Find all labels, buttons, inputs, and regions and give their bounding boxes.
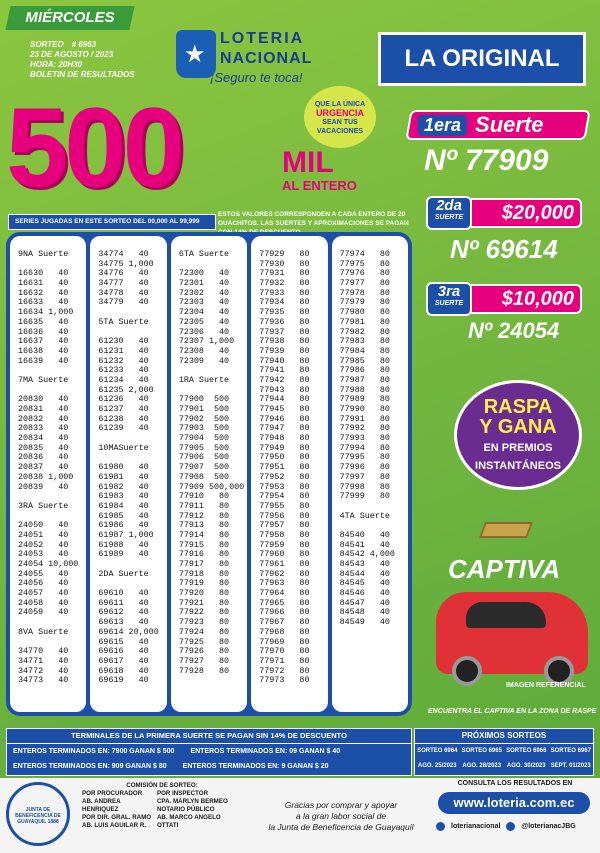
result-line: 69616 40 [98, 646, 149, 657]
second-prize-ordinal: 2da [436, 197, 462, 214]
result-line: 34773 40 [18, 675, 69, 686]
results-columns [10, 236, 408, 712]
result-line: 77903 500 [178, 423, 230, 434]
result-line: 77943 80 [259, 384, 310, 395]
sorteo-label: SORTEO [30, 40, 64, 49]
result-line: 77984 80 [339, 345, 390, 356]
result-line: 61986 40 [98, 520, 149, 531]
raspa-title1: RASPA [483, 396, 553, 418]
result-line: 77944 80 [259, 394, 310, 405]
result-line: 77904 500 [178, 433, 230, 444]
result-line: 34776 40 [98, 268, 149, 279]
result-line: 16633 40 [18, 297, 69, 308]
result-line: 6TA Suerte [178, 249, 230, 259]
result-line: 24056 40 [18, 578, 69, 589]
results-column [251, 236, 327, 712]
raspa-sub1: EN PREMIOS [483, 442, 553, 454]
result-line: 77966 80 [259, 607, 310, 618]
instagram-handle[interactable]: @loterianacJBG [521, 823, 576, 830]
result-line: 77905 500 [178, 442, 230, 453]
comision-person: AB. MARCO ANGELO OTTATI [156, 814, 221, 829]
proximo-item [549, 744, 594, 774]
proximo-item [504, 744, 549, 774]
result-line: 77987 80 [339, 374, 390, 385]
result-line: 72305 40 [178, 316, 230, 327]
result-line: 61984 40 [98, 500, 149, 511]
result-line: 77916 80 [178, 549, 230, 560]
result-line: 77972 80 [259, 665, 310, 676]
result-line: 16632 40 [18, 287, 69, 298]
result-line: 69613 40 [98, 617, 149, 628]
result-line: 77907 500 [178, 462, 230, 473]
result-line: 16639 40 [18, 355, 69, 366]
result-line: 77932 80 [259, 278, 310, 289]
results-column [10, 236, 86, 712]
result-line: 77998 80 [339, 481, 390, 492]
result-line: 77934 80 [259, 297, 310, 308]
result-line: 77993 80 [339, 433, 390, 444]
raspa-gana-badge [454, 380, 582, 490]
result-line: 3RA Suerte [18, 500, 69, 511]
result-line: 84545 40 [339, 578, 390, 589]
chevrolet-logo-icon [479, 522, 533, 538]
result-line: 77995 80 [339, 452, 390, 463]
facebook-handle[interactable]: loterianacional [451, 823, 501, 830]
result-line: 72306 40 [178, 326, 230, 337]
result-line: 77970 80 [259, 646, 310, 657]
first-prize-suerte: Suerte [475, 112, 544, 137]
proximo-sorteo: SORTEO 6964 [417, 748, 458, 754]
result-line: 77945 80 [259, 404, 310, 414]
proximo-fecha: SEPT. 01/2023 [550, 763, 591, 769]
big-prize-mil: MIL [282, 146, 334, 179]
result-line: 77928 80 [178, 665, 230, 676]
result-line: 77997 80 [339, 471, 390, 482]
proximo-fecha: AGO. 28/2023 [462, 763, 502, 769]
result-line: 61237 40 [98, 404, 149, 414]
result-line: 77996 80 [339, 462, 390, 473]
result-line: 61981 40 [98, 471, 149, 482]
gracias-line3: la Junta de Beneficencia de Guayaquil [268, 822, 414, 832]
result-line: 16636 40 [18, 326, 69, 337]
series-header: SERIES JUGADAS EN ESTE SORTEO DEL 00,000 AL 99,999 [8, 214, 216, 230]
result-line: 72300 40 [178, 268, 230, 279]
result-line: 72307 1,000 [178, 336, 235, 347]
result-line: 84547 40 [339, 597, 390, 608]
result-line: 34774 40 [98, 249, 149, 259]
sorteo-date: 23 DE AGOSTO / 2023 [30, 50, 114, 59]
result-line: 77958 80 [259, 529, 310, 540]
result-line: 61231 40 [98, 345, 149, 356]
result-line: 77939 80 [259, 345, 310, 356]
terminales-title: TERMINALES DE LA PRIMERA SUERTE SE PAGAN SIN 14% DE DESCUENTO [7, 729, 411, 744]
result-line: 77989 80 [339, 394, 390, 405]
result-line: 77960 80 [259, 549, 310, 560]
comision-role: POR DIR. GRAL. RAMO [82, 814, 152, 821]
result-line: 61980 40 [98, 462, 149, 473]
result-line: 77913 80 [178, 520, 230, 531]
comision-role: POR PROCURADOR [82, 790, 143, 797]
result-line: 77921 80 [178, 597, 230, 608]
result-line: 61232 40 [98, 355, 149, 366]
result-line: 72309 40 [178, 355, 230, 366]
result-line: 34777 40 [98, 278, 149, 289]
comision-role: NOTARIO PÚBLICO [156, 806, 215, 813]
third-prize-amount: $10,000 [501, 288, 574, 310]
result-line: 16637 40 [18, 336, 69, 347]
second-prize-sub: SUERTE [434, 214, 464, 221]
result-line: 77936 80 [259, 316, 310, 327]
facebook-icon[interactable] [436, 822, 445, 831]
result-line: 77924 80 [178, 626, 230, 637]
result-line: 77914 80 [178, 529, 230, 540]
result-line: 24057 40 [18, 588, 69, 599]
result-line: 16630 40 [18, 268, 69, 279]
gracias-text [246, 800, 436, 833]
proximo-item [460, 744, 505, 774]
result-line: 69612 40 [98, 607, 149, 618]
proximos-title: PRÓXIMOS SORTEOS [415, 729, 593, 744]
result-line: 16635 40 [18, 316, 69, 327]
result-line: 77954 80 [259, 491, 310, 502]
first-prize-number: Nº 77909 [424, 144, 549, 177]
junta-seal: JUNTA DE BENEFICENCIA DE GUAYAQUIL 1888 [6, 782, 70, 846]
result-line: 77931 80 [259, 268, 310, 279]
result-line: 20830 40 [18, 394, 69, 405]
badge-line4: VACACIONES [316, 128, 364, 135]
result-line: 77981 80 [339, 316, 390, 327]
second-prize-amount: $20,000 [501, 202, 574, 224]
proximo-sorteo: SORTEO 6965 [461, 748, 502, 754]
proximo-fecha: AGO. 25/2023 [417, 763, 457, 769]
result-line: 77912 80 [178, 510, 230, 521]
comision-person: AB. ANDREA HENRIQUEZ [82, 798, 121, 813]
image-reference-note: IMAGEN REFERENCIAL [506, 682, 586, 689]
terminales-row2b: ENTEROS TERMINADOS EN: 9 GANAN $ 20 [182, 763, 329, 770]
result-line: 84546 40 [339, 588, 390, 599]
result-line: 61236 40 [98, 394, 149, 405]
result-line: 20834 40 [18, 433, 69, 444]
result-line: 77900 500 [178, 394, 230, 405]
result-line: 77985 80 [339, 355, 390, 366]
result-line: 77926 80 [178, 646, 230, 657]
result-line: 24050 40 [18, 520, 69, 531]
result-line: 77992 80 [339, 423, 390, 434]
result-line: 5TA Suerte [98, 316, 149, 327]
result-line: 2DA Suerte [98, 568, 149, 579]
result-line: 34771 40 [18, 655, 69, 666]
result-line: 34770 40 [18, 646, 69, 657]
result-line: 69617 40 [98, 655, 149, 666]
result-line: 77901 500 [178, 404, 230, 414]
result-line: 77957 80 [259, 520, 310, 531]
result-line: 61234 40 [98, 374, 149, 385]
result-line: 77974 80 [339, 249, 390, 259]
result-line: 72303 40 [178, 297, 230, 308]
terminales-row1a: ENTEROS TERMINADOS EN: 7900 GANAN $ 500 [13, 748, 175, 755]
result-line: 77973 80 [259, 675, 310, 686]
result-line: 77953 80 [259, 481, 310, 492]
result-line: 77941 80 [259, 365, 310, 376]
result-line: 84549 40 [339, 617, 390, 628]
sorteo-time: HORA: 20H30 [30, 60, 83, 69]
result-line: 72302 40 [178, 287, 230, 298]
second-prize-ordinal-badge [426, 196, 472, 230]
result-line: 77927 80 [178, 655, 230, 666]
terminales-box [6, 728, 412, 776]
result-line: 20838 1,000 [18, 471, 74, 482]
result-line: 77976 80 [339, 268, 390, 279]
results-table [6, 232, 412, 716]
instagram-icon[interactable] [506, 822, 515, 831]
result-line: 69618 40 [98, 665, 149, 676]
result-line: 77938 80 [259, 336, 310, 347]
result-line: 77980 80 [339, 307, 390, 318]
raspa-sub2: INSTANTÁNEOS [475, 460, 561, 472]
result-line: 10MASuerte [98, 442, 149, 453]
result-line: 77991 80 [339, 413, 390, 424]
result-line: 77933 80 [259, 287, 310, 298]
sorteo-info [30, 40, 135, 80]
result-line: 77919 80 [178, 578, 230, 589]
result-line: 77915 80 [178, 539, 230, 550]
result-line: 61239 40 [98, 423, 149, 434]
consulta-label: CONSULTA LOS RESULTADOS EN [457, 780, 573, 787]
result-line: 7MA Suerte [18, 374, 69, 385]
sorteo-number: # 6963 [71, 40, 97, 49]
result-line: 77955 80 [259, 500, 310, 511]
result-line: 77969 80 [259, 636, 310, 647]
big-prize-amount: 500 [6, 85, 181, 210]
result-line: 72308 40 [178, 345, 230, 356]
third-prize-ordinal: 3ra [437, 283, 461, 300]
result-line: 61238 40 [98, 413, 149, 424]
result-line: 84548 40 [339, 607, 390, 618]
result-line: 61983 40 [98, 491, 149, 502]
website-link[interactable]: www.loteria.com.ec [438, 792, 590, 814]
result-line: 69619 40 [98, 675, 149, 686]
result-line: 77902 500 [178, 413, 230, 424]
first-prize-ordinal: 1era [418, 115, 467, 136]
result-line: 77918 80 [178, 568, 230, 579]
result-line: 34775 1,000 [98, 258, 154, 269]
result-line: 77961 80 [259, 559, 310, 569]
result-line: 77986 80 [339, 365, 390, 376]
result-line: 77962 80 [259, 568, 310, 579]
third-prize-ordinal-badge [426, 282, 472, 316]
vacaciones-badge [304, 86, 376, 148]
result-line: 77906 500 [178, 452, 230, 463]
result-line: 77911 80 [178, 500, 230, 511]
result-line: 77956 80 [259, 510, 310, 521]
car-wheel-icon [452, 656, 482, 686]
result-line: 20832 40 [18, 413, 69, 424]
proximos-sorteos [414, 728, 594, 776]
result-line: 77979 80 [339, 297, 390, 308]
result-line: 69614 20,000 [98, 626, 159, 637]
result-line: 61989 40 [98, 549, 149, 560]
proximo-fecha: AGO. 30/2023 [506, 763, 546, 769]
result-line: 16634 1,000 [18, 307, 74, 318]
result-line: 72301 40 [178, 278, 230, 289]
first-prize-label [405, 110, 590, 140]
proximo-sorteo: SORTEO 6966 [506, 748, 547, 754]
captiva-note: ENCUENTRA EL CAPTIVA EN LA ZONA DE RASPE [428, 708, 597, 715]
result-line: 77999 80 [339, 491, 390, 502]
result-line: 77952 80 [259, 471, 310, 482]
result-line: 77963 80 [259, 578, 310, 589]
result-line: 20836 40 [18, 452, 69, 463]
result-line: 77950 80 [259, 452, 310, 463]
captiva-title: CAPTIVA [448, 554, 561, 584]
loteria-logo [176, 26, 336, 90]
result-line: 61988 40 [98, 539, 149, 550]
raspa-title2: Y GANA [479, 416, 557, 438]
day-tag [5, 6, 134, 30]
results-column [332, 236, 408, 712]
social-links [436, 822, 596, 831]
result-line: 24051 40 [18, 529, 69, 540]
result-line: 24052 40 [18, 539, 69, 550]
result-line: 77942 80 [259, 374, 310, 385]
terminales-row1b: ENTEROS TERMINADOS EN: 09 GANAN $ 40 [190, 748, 341, 755]
logo-line1: LOTERIA [220, 30, 305, 47]
second-prize-number: Nº 69614 [450, 234, 558, 264]
result-line: 24059 40 [18, 607, 69, 618]
result-line: 77990 80 [339, 404, 390, 414]
result-line: 77971 80 [259, 655, 310, 666]
comision-title: COMISIÓN DE SORTEO: [126, 782, 198, 789]
result-line: 69610 40 [98, 588, 149, 599]
result-line: 77922 80 [178, 607, 230, 618]
result-line: 84542 4,000 [339, 549, 395, 560]
result-line: 77948 80 [259, 433, 310, 444]
results-column [171, 236, 247, 712]
proximo-item [415, 744, 460, 774]
comision-person: AB. LUIS AGUILAR R. [82, 822, 147, 829]
day-label: MIÉRCOLES [25, 9, 115, 26]
result-line: 77946 80 [259, 413, 310, 424]
result-line: 77940 80 [259, 355, 310, 366]
result-line: 34772 40 [18, 665, 69, 676]
result-line: 72304 40 [178, 307, 230, 318]
series-note: ESTOS VALORES CORRESPONDEN A CADA ENTERO DE 20 GUACHITOS. LAS SUERTES Y APROXIMACIONES SE PAGAN [218, 211, 409, 227]
result-line: 77994 80 [339, 442, 390, 453]
result-line: 77929 80 [259, 249, 310, 259]
result-line: 84540 40 [339, 529, 390, 540]
result-line: 77982 80 [339, 326, 390, 337]
result-line: 77964 80 [259, 588, 310, 599]
result-line: 20835 40 [18, 442, 69, 453]
result-line: 77910 80 [178, 491, 230, 502]
result-line: 77925 80 [178, 636, 230, 647]
result-line: 77935 80 [259, 307, 310, 318]
result-line: 34779 40 [98, 297, 149, 308]
result-line: 24054 10,000 [18, 559, 79, 569]
result-line: 77917 80 [178, 559, 230, 569]
big-prize-entero: AL ENTERO [282, 178, 357, 193]
third-prize-sub: SUERTE [434, 300, 464, 307]
result-line: 77947 80 [259, 423, 310, 434]
result-line: 77923 80 [178, 617, 230, 628]
result-line: 84541 40 [339, 539, 390, 550]
result-line: 61982 40 [98, 481, 149, 492]
comision-role: POR INSPECTOR [156, 790, 209, 797]
result-line: 77920 80 [178, 588, 230, 599]
badge-line3: SEAN TUS [322, 119, 358, 126]
result-line: 77951 80 [259, 462, 310, 473]
result-line: 77978 80 [339, 287, 390, 298]
gracias-line1: Gracias por comprar y apoyar [284, 800, 398, 810]
result-line: 77965 80 [259, 597, 310, 608]
footer [0, 778, 600, 853]
result-line: 61233 40 [98, 365, 149, 376]
result-line: 84543 40 [339, 559, 390, 569]
result-line: 69611 40 [98, 597, 149, 608]
result-line: 77977 80 [339, 278, 390, 289]
result-line: 61987 1,000 [98, 529, 154, 540]
result-line: 20833 40 [18, 423, 69, 434]
result-line: 20839 40 [18, 481, 69, 492]
result-line: 61230 40 [98, 336, 149, 347]
badge-line2: URGENCIA [315, 108, 364, 118]
result-line: 77949 80 [259, 442, 310, 453]
result-line: 77930 80 [259, 258, 310, 269]
logo-line2: NACIONAL [220, 50, 313, 67]
car-image [436, 592, 588, 674]
result-line: 69615 40 [98, 636, 149, 647]
result-line: 77968 80 [259, 626, 310, 637]
result-line: 77975 80 [339, 258, 390, 269]
result-line: 24055 40 [18, 568, 69, 579]
terminales-row2a: ENTEROS TERMINADOS EN: 909 GANAN $ 80 [13, 763, 167, 770]
proximo-sorteo: SORTEO 6967 [550, 748, 591, 754]
result-line: 16638 40 [18, 345, 69, 356]
results-column [90, 236, 166, 712]
result-line: 77967 80 [259, 617, 310, 628]
badge-line1: QUE LA ÚNICA [314, 101, 366, 108]
result-line: 61985 40 [98, 510, 149, 521]
result-line: 9NA Suerte [18, 249, 69, 259]
boletin-label: BOLETIN DE RESULTADOS [30, 70, 135, 79]
result-line: 77908 500 [178, 471, 230, 482]
result-line: 77988 80 [339, 384, 390, 395]
comision-sorteo [82, 782, 242, 830]
result-line: 84544 40 [339, 568, 390, 579]
result-line: 77937 80 [259, 326, 310, 337]
comision-person: CPA. MARLYN BERMEO [156, 798, 228, 805]
result-line: 20837 40 [18, 462, 69, 473]
result-line: 61235 2,000 [98, 384, 154, 395]
result-line: 4TA Suerte [339, 510, 390, 521]
logo-slogan: ¡Seguro te toca! [210, 70, 303, 85]
result-line: 16631 40 [18, 278, 69, 289]
result-line: 24053 40 [18, 549, 69, 560]
la-original-banner: LA ORIGINAL [378, 32, 586, 86]
gracias-line2: a la gran labor social de [295, 811, 387, 821]
result-line: 1RA Suerte [178, 374, 230, 385]
third-prize-number: Nº 24054 [468, 318, 560, 343]
result-line: 20831 40 [18, 404, 69, 414]
result-line: 34778 40 [98, 287, 149, 298]
result-line: 77983 80 [339, 336, 390, 347]
result-line: 8VA Suerte [18, 626, 69, 637]
result-line: 77959 80 [259, 539, 310, 550]
result-line: 77909 500,000 [178, 481, 245, 492]
result-line: 24058 40 [18, 597, 69, 608]
